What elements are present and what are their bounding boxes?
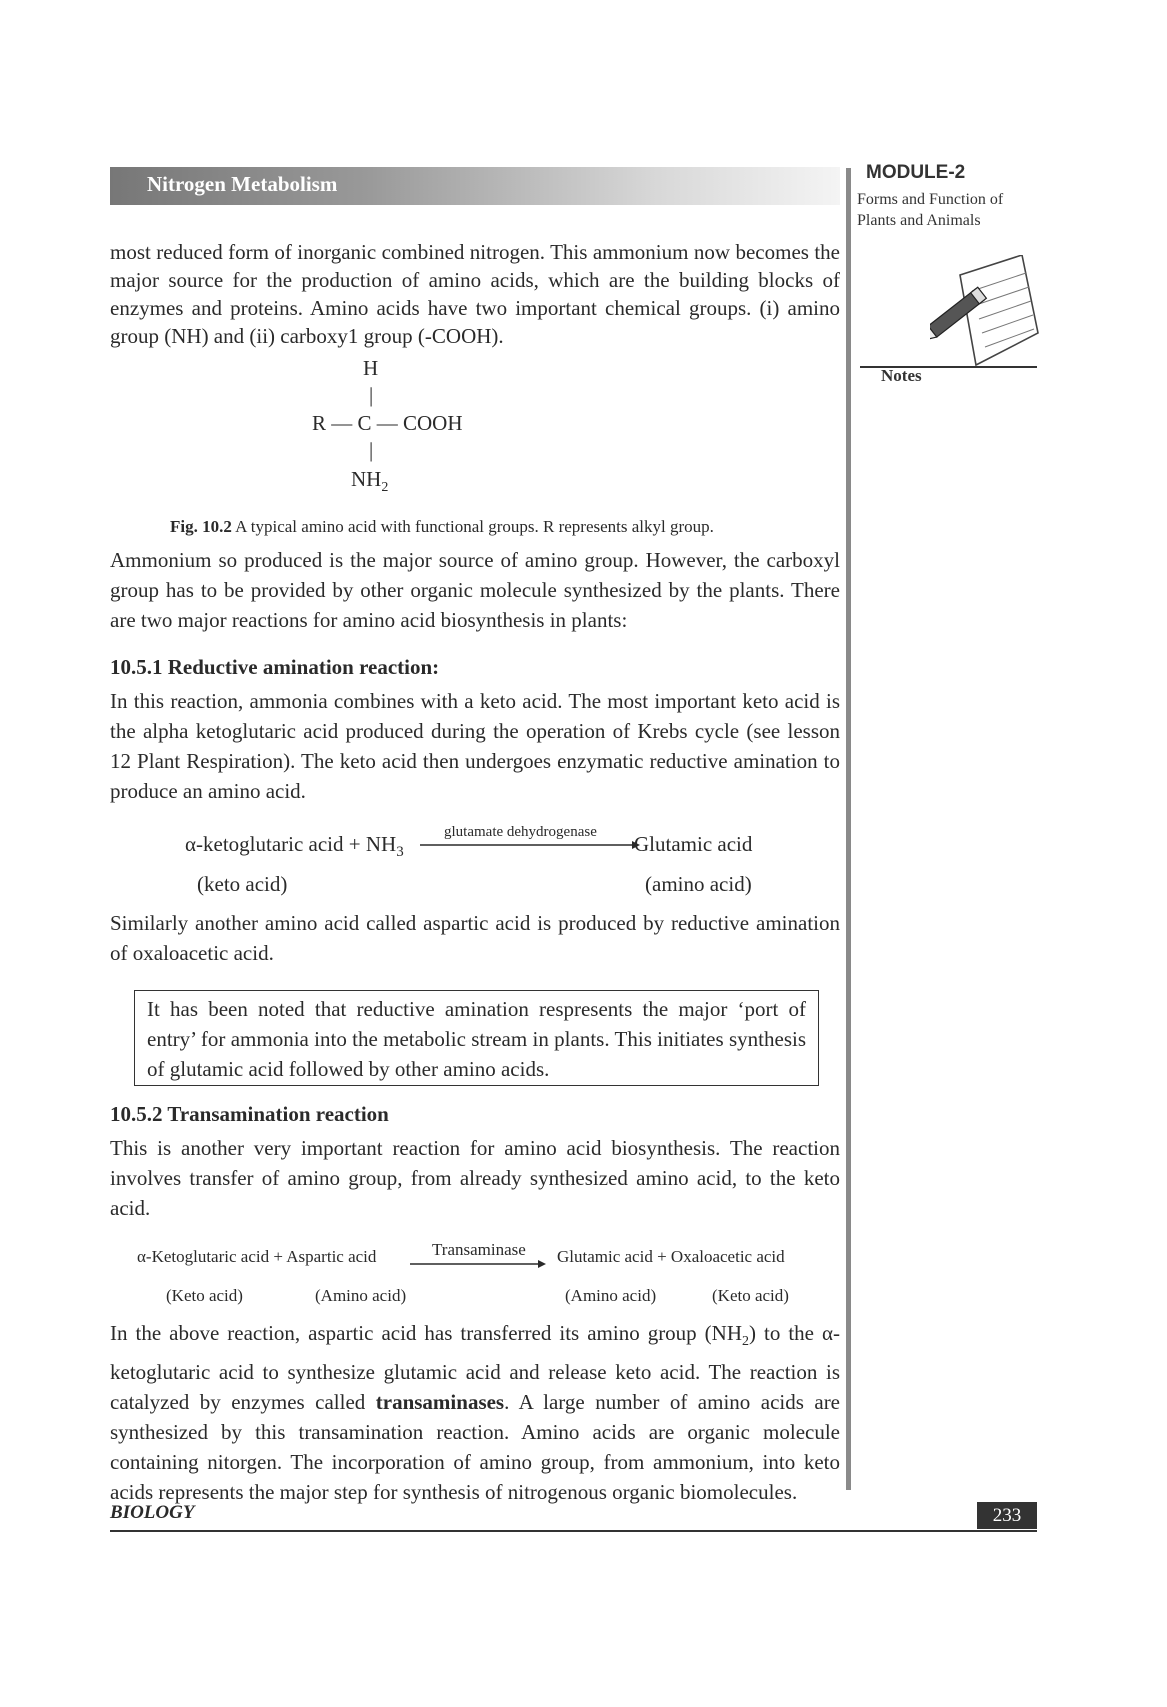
paragraph-3: In this reaction, ammonia combines with a keto acid. The most important keto acid is the alpha ketoglutaric acid produced during the operation of Krebs cycle (see lesson 12 Plant Respiration). The keto acid then undergoes enzymatic reductive amination to produce an amino acid.	[110, 689, 840, 803]
paragraph-2: Ammonium so produced is the major source of amino group. However, the carboxyl group has to be provided by other organic molecule synthesized by the plants. There are two major reactions for amino acid biosynthesis in plants:	[110, 548, 840, 632]
module-subtitle: Forms and Function of Plants and Animals	[857, 191, 1004, 229]
reaction1-reactants: α-ketoglutaric acid + $NH_3$	[185, 832, 404, 861]
callout-text: It has been noted that reductive amination respresents the major ‘port of entry’ for ammonia into the metabolic stream in plants. This initiates synthesis of glutamic acid followed by other amino acids.	[147, 997, 806, 1081]
module-label: MODULE-2	[866, 162, 966, 183]
reaction2-arrow-icon	[410, 1257, 546, 1271]
structure-nh2: $NH_2$	[351, 467, 389, 496]
paragraph-4: Similarly another amino acid called aspartic acid is produced by reductive amination of oxaloacetic acid.	[110, 911, 840, 965]
section-heading-2: 10.5.2 Transamination reaction	[110, 1102, 389, 1126]
reaction2-enzyme: Transaminase	[432, 1240, 526, 1259]
structure-bond-top: |	[369, 383, 374, 407]
margin-divider	[846, 168, 851, 1490]
callout-box	[134, 990, 819, 1086]
structure-bond-bottom: |	[369, 438, 374, 462]
paragraph-6: In the above reaction, aspartic acid has transferred its amino group $(NH_2)$ to the α-ketoglutaric acid to synthesize glutamic acid and release keto acid. The reaction is catalyzed by enzymes called transaminases. A large number of amino acids are synthesized by this transamination reaction. Amino acids are organic molecule containing nitorgen. The incorporation of amino group, from ammonium, into keto acids represents the major step for synthesis of nitrogenous organic biomolecules.	[110, 1321, 841, 1505]
reaction1-arrow-icon	[420, 838, 640, 852]
reaction2-products: Glutamic acid + Oxaloacetic acid	[557, 1247, 785, 1266]
footer-rule	[110, 1530, 1037, 1532]
page-number: 233	[977, 1502, 1037, 1529]
reaction2-label: (Amino acid)	[315, 1286, 407, 1305]
reaction2-label: (Keto acid)	[712, 1286, 789, 1305]
footer-subject: BIOLOGY	[110, 1502, 195, 1523]
reaction2-reactants: α-Ketoglutaric acid + Aspartic acid	[137, 1247, 377, 1266]
structure-chain: R — C — COOH	[312, 411, 463, 435]
paragraph-5: This is another very important reaction for amino acid biosynthesis. The reaction involves transfer of amino group, from already synthesized amino acid, to the keto acid.	[110, 1136, 840, 1220]
paragraph-1: most reduced form of inorganic combined nitrogen. This ammonium now becomes the major source for the production of amino acids, which are the building blocks of enzymes and proteins. Amino acids have two important chemical groups. (i) amino group (NH) and (ii) carboxy1 group (-COOH).	[110, 240, 840, 348]
reaction2-label: (Keto acid)	[166, 1286, 243, 1305]
structure-h: H	[363, 356, 379, 380]
chapter-title: Nitrogen Metabolism	[147, 172, 338, 196]
reaction1-product: Glutamic acid	[634, 832, 753, 856]
notes-label: Notes	[881, 366, 922, 385]
section-heading-1: 10.5.1 Reductive amination reaction:	[110, 655, 440, 679]
reaction1-label-right: (amino acid)	[645, 872, 752, 896]
figure-caption: Fig. 10.2 A typical amino acid with functional groups. R represents alkyl group.	[170, 517, 714, 536]
reaction2-label: (Amino acid)	[565, 1286, 657, 1305]
reaction1-label-left: (keto acid)	[197, 872, 288, 896]
reaction1-enzyme: glutamate dehydrogenase	[444, 824, 597, 840]
